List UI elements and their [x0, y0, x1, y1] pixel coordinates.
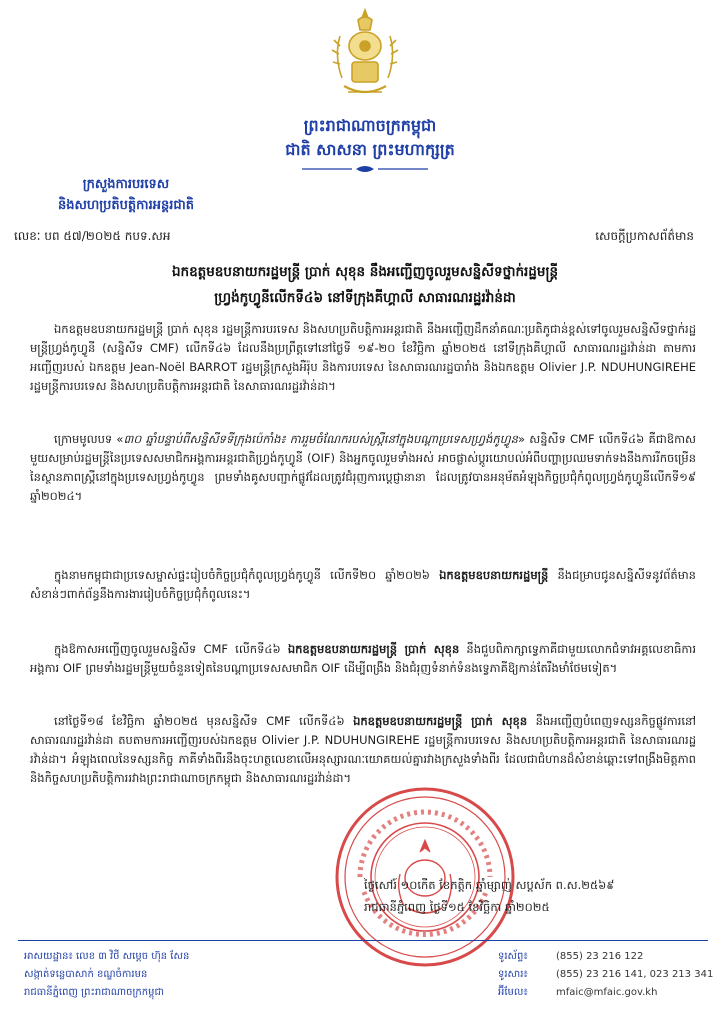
paragraph-4 — [30, 640, 696, 678]
theme-text: ៣០ ឆ្នាំបន្ទាប់ពីសន្និសីទទីក្រុងប៉េកាំង៖ ការរួមចំណែករបស់ស្ត្រីនៅក្នុងបណ្តាប្រទេសហ្វ្រង់កូហ្វូន — [123, 432, 518, 446]
ornament-divider-icon — [300, 164, 430, 174]
address-line-1: អាសយដ្ឋាន៖ លេខ ៣ វិថី សម្តេច ហ៊ុន សែន — [24, 951, 190, 962]
reference-number: លេខៈ បព ៥៧/២០២៥ កបទ.សអ — [14, 229, 171, 243]
paragraph-4-bold: ឯកឧត្តមឧបនាយករដ្ឋមន្ត្រី ប្រាក់ សុខុន — [287, 642, 460, 656]
ministry-name: ក្រសួងការបរទេស — [82, 177, 170, 192]
paragraph-5 — [30, 712, 696, 788]
footer-contact — [498, 948, 713, 1002]
paragraph-3-bold: ឯកឧត្តមឧបនាយករដ្ឋមន្ត្រី — [439, 568, 549, 582]
paragraph-2-lead: ក្រោមមូលបទ « — [54, 432, 124, 446]
page-title-line2: ហ្វ្រង់កូហ្វូនីលើកទី៤៦ នៅទីក្រុងគីហ្គាលី សាធារណរដ្ឋរវ៉ាន់ដា — [214, 290, 516, 306]
address-line-3: រាជធានីភ្នំពេញ ព្រះរាជាណាចក្រកម្ពុជា — [24, 987, 164, 998]
paragraph-3-lead: ក្នុងនាមកម្ពុជាជាប្រទេសម្ចាស់ផ្ទះរៀបចំកិច្ចប្រជុំកំពូលហ្វ្រង់កូហ្វូនី លើកទី២០ ឆ្នាំ២០២៦ — [54, 568, 440, 582]
paragraph-4-text: នឹងជួបពិភាក្សាទ្វេភាគីជាមួយលោកជំទាវអគ្គលេខាធិការអង្គការ OIF ព្រមទាំងរដ្ឋមន្ត្រីមួយចំនួនទៀតនៃបណ្តាប្រទេសសមាជិក OIF ដើម្បីពង្រឹង និងជំរុញទំនាក់ទំនងទ្វេភាគីឱ្យកាន់តែរឹងមាំថែមទៀត។ — [30, 642, 696, 675]
lunar-date: ថ្ងៃសៅរ៍ ១០កើត ខែកត្តិក ឆ្នាំម្សាញ់ សប្តស័ក ព.ស.២៥៦៩ — [364, 878, 615, 892]
solar-date: រាជធានីភ្នំពេញ ថ្ងៃទី១៥ ខែវិច្ឆិកា ឆ្នាំ២០២៥ — [364, 900, 550, 914]
email-link[interactable]: mfaic@mfaic.gov.kh — [556, 987, 658, 998]
tel-label: ទូរស័ព្ទ៖ — [498, 951, 528, 962]
tel-value: (855) 23 216 122 — [556, 951, 644, 962]
footer-divider — [18, 940, 708, 941]
paragraph-1 — [30, 320, 696, 396]
paragraph-2 — [30, 430, 696, 506]
paragraph-3-text: នឹងជម្រាបជូនសន្និសីទនូវព័ត៌មានសំខាន់ៗពាក់ព័ន្ធនឹងការងាររៀបចំកិច្ចប្រជុំកំពូលនេះ។ — [30, 568, 696, 601]
paragraph-4-lead: ក្នុងឱកាសអញ្ជើញចូលរួមសន្និសីទ CMF លើកទី៤៦ — [54, 642, 288, 656]
document-type: សេចក្តីប្រកាសព័ត៌មាន — [595, 229, 694, 243]
royal-emblem-icon — [320, 6, 410, 106]
email-label: អ៊ីមែល៖ — [498, 987, 528, 998]
page-title: ឯកឧត្តមឧបនាយករដ្ឋមន្ត្រី ប្រាក់ សុខុន នឹងអញ្ជើញចូលរួមសន្និសីទថ្នាក់រដ្ឋមន្ត្រី — [171, 264, 559, 280]
address-line-2: សង្កាត់ទន្លេបាសាក់ ខណ្ឌចំការមន — [24, 969, 148, 980]
paragraph-5-lead: នៅថ្ងៃទី១៨ ខែវិច្ឆិកា ឆ្នាំ២០២៥ មុនសន្និសីទ CMF លើកទី៤៦ — [54, 714, 354, 728]
paragraph-5-text: នឹងអញ្ជើញបំពេញទស្សនកិច្ចផ្លូវការនៅសាធារណរដ្ឋរវ៉ាន់ដា តបតាមការអញ្ជើញរបស់ឯកឧត្តម Olivier J.P. NDUHUNGIREHE រដ្ឋមន្ត្រីការបរទេស និងសហប្រតិបត្តិការអន្តរជាតិ នៃសាធារណរដ្ឋរវ៉ាន់ដា។ អំឡុងពេលនៃទស្សនកិច្ច ភាគីទាំងពីរនឹងចុះហត្ថលេខាលើអនុស្សារណៈយោគយល់គ្នារវាងក្រសួងទាំងពីរ ដែលជាជំហានដ៏សំខាន់ឆ្ពោះទៅពង្រឹងមិត្តភាព និងកិច្ចសហប្រតិបត្តិការរវាងព្រះរាជាណាចក្រកម្ពុជា និងសាធារណរដ្ឋរវ៉ាន់ដា។ — [30, 714, 696, 785]
paragraph-5-bold: ឯកឧត្តមឧបនាយករដ្ឋមន្ត្រី ប្រាក់ សុខុន — [353, 714, 528, 728]
paragraph-2-text: » សន្និសីទ CMF លើកទី៤៦ គឺជាឱកាសមួយសម្រាប់រដ្ឋមន្ត្រីនៃប្រទេសសមាជិកអង្គការអន្តរជាតិហ្វ្រង់កូហ្វូនី (OIF) និងអ្នកចូលរួមទាំងអស់ អាចផ្លាស់ប្តូរយោបល់អំពីបញ្ហាប្រឈមទាក់ទងនឹងការរីកចម្រើននៃស្ថានភាពស្ត្រីនៅក្នុងប្រទេសហ្វ្រង់កូហ្វូន ព្រមទាំងគូសបញ្ជាក់ផ្លូវដែលត្រូវជំរុញការប្តេជ្ញានានា ដែលត្រូវបានអនុម័តអំឡុងកិច្ចប្រជុំកំពូលហ្វ្រង់កូហ្វូនីលើកទី១៩ ឆ្នាំ២០២៤។ — [30, 432, 696, 503]
paragraph-1-text: ឯកឧត្តមឧបនាយករដ្ឋមន្ត្រី ប្រាក់ សុខុន រដ្ឋមន្ត្រីការបរទេស និងសហប្រតិបត្តិការអន្តរជាតិ នឹងអញ្ជើញដឹកនាំគណៈប្រតិភូជាន់ខ្ពស់ទៅចូលរួមសន្និសីទថ្នាក់រដ្ឋមន្ត្រីហ្វ្រង់កូហ្វូនី (សន្និសីទ CMF) លើកទី៤៦ ដែលនឹងប្រព្រឹត្តទៅនៅថ្ងៃទី ១៩-២០ ខែវិច្ឆិកា ឆ្នាំ២០២៥ នៅទីក្រុងគីហ្គាលី សាធារណរដ្ឋរវ៉ាន់ដា តាមការអញ្ជើញរបស់ ឯកឧត្តម Jean-Noël BARROT រដ្ឋមន្ត្រីក្រសួងអឺរ៉ុប និងការបរទេស នៃសាធារណរដ្ឋបារាំង និងឯកឧត្តម Olivier J.P. NDUHUNGIREHE រដ្ឋមន្ត្រីការបរទេស និងសហប្រតិបត្តិការអន្តរជាតិ នៃសាធារណរដ្ឋរវ៉ាន់ដា។ — [30, 322, 696, 393]
national-motto: ជាតិ សាសនា ព្រះមហាក្សត្រ — [285, 140, 455, 159]
paragraph-3 — [30, 566, 696, 604]
footer-address — [24, 948, 189, 1002]
fax-label: ទូរសារ៖ — [498, 969, 528, 980]
ministry-name-line2: និងសហប្រតិបត្តិការអន្តរជាតិ — [58, 198, 194, 213]
fax-value: (855) 23 216 141, 023 213 341 — [556, 969, 714, 980]
kingdom-name: ព្រះរាជាណាចក្រកម្ពុជា — [303, 116, 437, 135]
